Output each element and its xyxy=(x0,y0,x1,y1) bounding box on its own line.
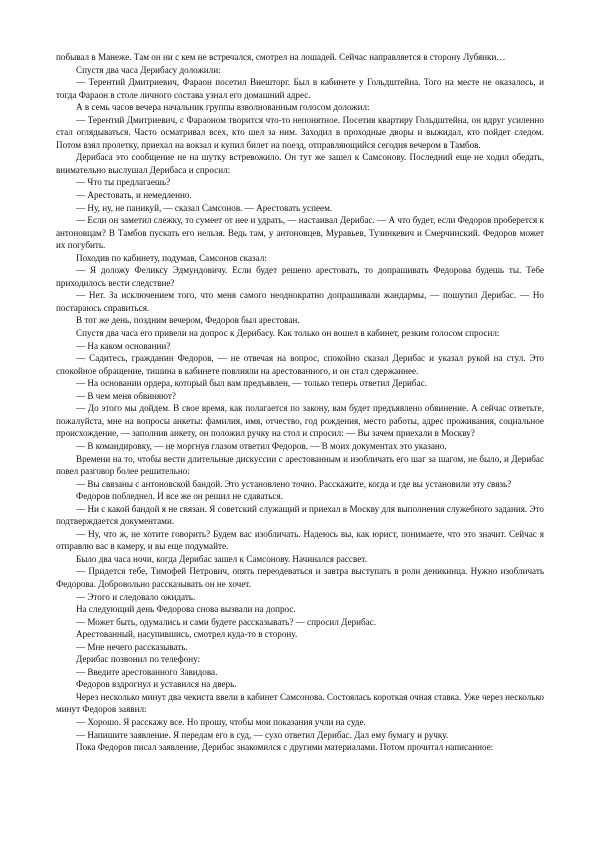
paragraph: — Хорошо. Я расскажу все. Но прошу, чтобы мои показания учли на суде. xyxy=(76,716,366,727)
paragraph: — Ни с какой бандой я не связан. Я советский служащий и приехал в Москву для выполнения служебного задания. Это подтверждается документами. xyxy=(56,503,544,527)
paragraph: — Терентий Дмитриевич, Фараон посетил Внешторг. Был в кабинете у Гольдштейна. Того на месте не оказалось, и тогда Фараон в столе личного состава узнал его домашний адрес. xyxy=(56,77,544,100)
paragraph: — Вы связаны с антоновской бандой. Это установлено точно. Расскажите, когда и где вы установили эту связь? xyxy=(76,478,512,489)
paragraph: — На основании ордера, который был вам предъявлен, — только теперь ответил Дерибас. xyxy=(76,378,427,389)
paragraph: — Придется тебе, Тимофей Петрович, опять переодеваться и завтра выступать в роли деникинца. Нужно изобличать Федорова. Добровольно рассказывать он не хочет. xyxy=(56,566,544,589)
paragraph: — Ну, ну, не паникуй, — сказал Самсонов. — Арестовать успеем. xyxy=(76,202,333,213)
paragraph: — Ну, что ж, не хотите говорить? Будем вас изобличать. Надеюсь вы, как юрист, понимаете, что это значит. Сейчас я отправлю вас в камеру, и вы еще подумайте. xyxy=(56,528,544,552)
paragraph: — Если он заметил слежку, то сумеет от нее и удрать, — настаивал Дерибас. — А что будет, если Федоров проберется к антоновцам? В Тамбов пускать его нельзя. Ведь там, у антоновцев, Муравьев, Тузинкевич и Смерчинский. Федоров может их погубить. xyxy=(56,215,544,251)
paragraph: Арестованный, насупившись, смотрел куда-то в сторону. xyxy=(76,629,298,640)
paragraph: Пока Федоров писал заявление, Дерибас знакомился с другими материалами. Потом прочитал написанное: xyxy=(76,742,494,753)
paragraph: — Садитесь, гражданин Федоров, — не отвечая на вопрос, спокойно сказал Дерибас и указал рукой на стул. Это спокойное обращение, тишина в кабинете повлияли на арестованного, и он стал сдержаннее. xyxy=(56,353,544,376)
paragraph: — До этого мы дойдем. В свое время, как полагается по закону, вам будет предъявлено обвинение. А сейчас ответьте, пожалуйста, мне на вопросы анкеты: фамилия, имя, отчество, год рождения, место работы, адрес проживания, социальное происхождение, — заполнив анкету, он положил ручку на стол и спросил: — Вы зачем приехали в Москву? xyxy=(56,403,544,439)
paragraph: — На каком основании? xyxy=(76,340,171,351)
paragraph: — Введите арестованного Завидова. xyxy=(76,666,218,677)
paragraph: Было два часа ночи, когда Дерибас зашел к Самсонову. Начинался рассвет. xyxy=(76,553,367,564)
paragraph: — Я доложу Феликсу Эдмундовичу. Если будет решено арестовать, то допрашивать Федорова будешь ты. Тебе приходилось вести следствие? xyxy=(56,265,544,288)
paragraph: — В командировку, — не моргнув глазом ответил Федоров. — В моих документах это указано. xyxy=(76,440,447,451)
paragraph: Спустя два часа его привели на допрос к Дерибасу. Как только он вошел в кабинет, резким голосом спросил: xyxy=(76,328,500,339)
paragraph: Походив по кабинету, подумав, Самсонов сказал: xyxy=(76,252,267,263)
paragraph: — Может быть, одумались и сами будете рассказывать? — спросил Дерибас. xyxy=(76,616,376,627)
paragraph: — Напишите заявление. Я передам его в суд, — сухо ответил Дерибас. Дал ему бумагу и ручку. xyxy=(76,729,449,740)
paragraph: — Что ты предлагаешь? xyxy=(76,177,171,188)
paragraph: В тот же день, поздним вечером, Федоров был арестован. xyxy=(76,315,300,326)
paragraph: — Мне нечего рассказывать. xyxy=(76,641,188,652)
paragraph: побывал в Манеже. Там он ни с кем не встречался, смотрел на лошадей. Сейчас направляется в сторону Лубянки… xyxy=(56,52,506,62)
paragraph: А в семь часов вечера начальник группы взволнованным голосом доложил: xyxy=(76,102,370,113)
paragraph: Спустя два часа Дерибасу доложили: xyxy=(76,64,221,75)
paragraph: Времени на то, чтобы вести длительные дискуссии с арестованным и изобличать его шаг за шагом, не было, и Дерибас повел разговор более решительно: xyxy=(56,453,544,477)
paragraph: Федоров вздрогнул и уставился на дверь. xyxy=(76,679,237,690)
paragraph: Федоров побледнел. И все же он решил не сдаваться. xyxy=(76,491,283,502)
paragraph: — В чем меня обвиняют? xyxy=(76,390,176,401)
paragraph: На следующий день Федорова снова вызвали на допрос. xyxy=(76,604,296,615)
paragraph: Дерибаса это сообщение не на шутку встревожило. Он тут же зашел к Самсонову. Последний еще не ходил обедать, внимательно выслушал Дерибаса и спросил: xyxy=(56,152,544,175)
paragraph: — Этого и следовало ожидать. xyxy=(76,591,196,602)
paragraph: Дерибас позвонил по телефону: xyxy=(76,654,201,665)
paragraph: — Терентий Дмитриевич, с Фараоном творится что-то непонятное. Посетив квартиру Гольдштейна, он вдруг усиленно стал оглядываться. Часто осматривал всех, кто шел за ним. Заходил в проходные дворы и выжидал, кто пойдет следом. Потом взял пролетку, приехал на вокзал и купил билет на поезд, отправляющийся сегодня вечером в Тамбов. xyxy=(56,114,544,150)
paragraph: — Нет. За исключением того, что меня самого неоднократно допрашивали жандармы, — пошутил Дерибас. — Но постараюсь справиться. xyxy=(56,290,544,313)
paragraph: — Арестовать, и немедленно. xyxy=(76,190,192,201)
paragraph: Через несколько минут два чекиста ввели в кабинет Самсонова. Состоялась короткая очная ставка. Уже через несколько минут Федоров заявил: xyxy=(56,691,544,715)
